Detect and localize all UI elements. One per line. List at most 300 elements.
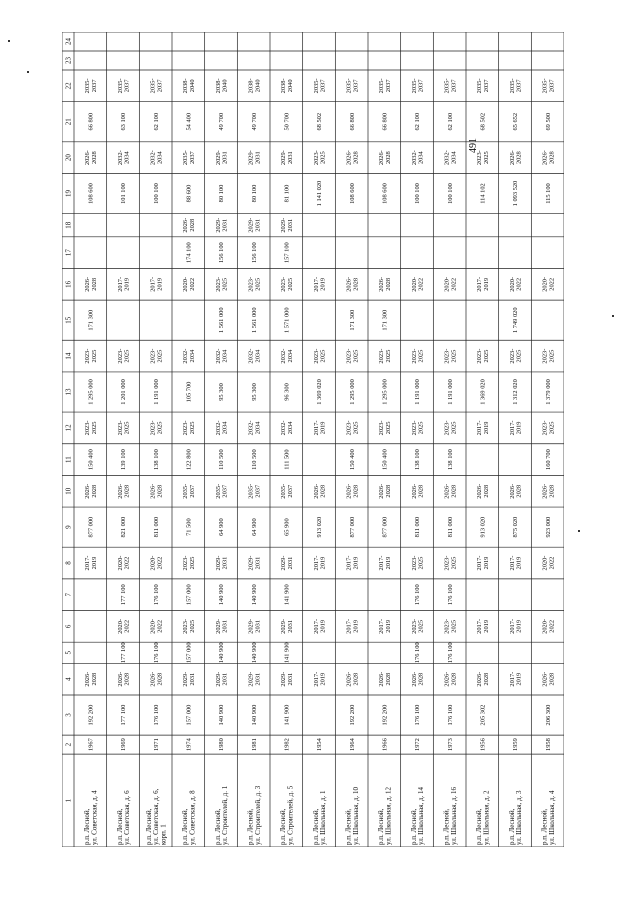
table-cell: 2032-2034 [214,348,229,364]
table-cell: 1958 [544,738,552,751]
table-cell: 2023-2025 [410,555,425,571]
address-cell: р.п. Лесной,ул. Школьная, д. 10 [344,786,360,845]
table-cell: 138 100 [152,449,160,470]
table-cell: 1 191 000 [414,379,422,405]
table-cell: 1 201 000 [120,379,128,405]
table-cell: 2026-2028 [116,671,131,687]
table-cell: 2017-2019 [476,618,490,634]
table-cell: 2020-2022 [541,555,556,571]
table-cell: 2017-2019 [345,618,360,634]
table-cell: 2026-2028 [149,671,164,687]
column-number-6: 6 [64,624,73,629]
table-cell: 81 100 [283,184,291,203]
table-cell: 2038-2040 [182,78,196,94]
table-cell: 2032-2034 [247,348,262,364]
table-cell: 2017-2019 [378,555,392,571]
table-cell: 2026-2028 [476,671,490,687]
table-cell: 2029-2031 [280,671,294,687]
table-cell: 69 500 [544,112,552,131]
address-cell: р.п. Лесной,ул. Школьная, д. 16 [442,786,458,845]
table-cell: 49 700 [218,112,226,131]
table-cell: 2023-2025 [410,618,425,634]
address-cell: р.п. Лесной,ул. Советская, д. 6 [115,790,132,845]
table-cell: 140 900 [250,704,258,726]
table-cell: 2020-2022 [410,276,425,292]
table-cell: 150 400 [348,449,356,470]
table-cell: 65 900 [283,518,291,536]
table-cell: 2029-2031 [214,555,229,571]
table-cell: 2023-2025 [149,420,164,436]
table-cell: 2017-2019 [508,555,523,571]
table-cell: 2029-2031 [280,618,294,634]
table-cell: 913 020 [479,516,487,538]
table-cell: 192 200 [87,704,95,726]
table-cell: 2026-2028 [410,671,425,687]
table-cell: 2029-2031 [247,150,262,166]
column-number-5: 5 [64,651,73,655]
table-cell: 66 800 [348,112,356,131]
table-cell: 157 000 [185,642,193,664]
table-cell: 68 502 [316,112,324,131]
table-cell: 138 100 [414,449,422,470]
table-cell: 2026-2028 [378,276,392,292]
table-cell: 2026-2028 [508,150,523,166]
table-cell: 2026-2028 [541,150,556,166]
table-cell: 115 100 [544,183,552,204]
table-cell: 2020-2022 [149,555,164,571]
table-cell: 114 102 [479,183,487,204]
table-cell: 2020-2022 [541,276,556,292]
table-cell: 140 900 [218,704,226,726]
column-number-20: 20 [64,154,73,162]
table-cell: 96 300 [283,383,291,401]
table-cell: 110 500 [250,449,258,470]
table-cell: 2023-2025 [508,348,523,364]
table-cell: 54 400 [185,112,193,131]
address-cell: р.п. Лесной,ул. Школьная, д. 12 [377,786,393,845]
table-cell: 176 100 [414,584,422,606]
table-cell: 2017-2019 [508,671,523,687]
table-cell: 2017-2019 [312,420,327,436]
table-cell: 176 100 [152,584,160,606]
table-cell: 2023-2025 [84,348,98,364]
table-cell: 2029-2031 [214,618,229,634]
scan-speck [578,530,580,532]
table-cell: 1980 [218,738,226,751]
table-cell: 95 300 [218,383,226,401]
table-cell: 2017-2019 [312,671,327,687]
column-number-23: 23 [64,57,73,65]
table-cell: 2035-2037 [476,78,490,94]
table-cell: 2026-2028 [345,483,360,499]
table-cell: 2023-2025 [182,618,196,634]
table-cell: 2032-2034 [116,150,131,166]
table-cell: 1 571 000 [283,307,291,333]
table-cell: 1974 [185,738,193,751]
column-number-1: 1 [64,798,73,803]
table-cell: 177 100 [120,584,128,606]
table-cell: 2029-2031 [280,217,294,233]
table-cell: 140 900 [250,584,258,606]
table-cell: 2032-2034 [182,348,196,364]
address-cell: р.п. Лесной,ул. Советская, д. 6,корп. 1 [144,788,168,845]
table-cell: 110 500 [218,449,226,470]
table-cell: 108 600 [87,183,95,204]
table-cell: 2035-2037 [280,483,294,499]
column-number-18: 18 [64,221,73,229]
table-cell: 2035-2037 [312,78,327,94]
column-number-8: 8 [64,561,73,565]
table-cell: 2026-2028 [345,276,360,292]
table-cell: 811 000 [414,516,422,538]
address-cell: р.п. Лесной,ул. Школьная, д. 4 [540,790,556,845]
table-cell: 171 300 [381,309,389,331]
table-cell: 2023-2025 [443,348,458,364]
table-cell: 2032-2034 [247,420,262,436]
table-cell: 157 000 [185,584,193,606]
table-cell: 206 300 [544,704,552,726]
table-cell: 156 100 [250,242,258,264]
table-cell: 192 200 [348,704,356,726]
table-cell: 875 020 [512,516,520,538]
table-cell: 2026-2028 [312,483,327,499]
table-cell: 2020-2022 [149,618,164,634]
table-cell: 2032-2034 [443,150,458,166]
table-cell: 1959 [512,738,520,751]
table-cell: 2023-2025 [182,420,196,436]
table-cell: 1 561 000 [250,307,258,333]
table-cell: 2017-2019 [378,618,392,634]
table-cell: 2032-2034 [149,150,164,166]
table-cell: 2026-2028 [378,671,392,687]
table-cell: 2023-2025 [84,420,98,436]
table-cell: 1 295 000 [348,379,356,405]
table-cell: 2023-2025 [312,150,327,166]
table-cell: 2035-2037 [214,483,229,499]
table-cell: 140 900 [218,642,226,664]
table-cell: 2026-2028 [443,671,458,687]
column-number-12: 12 [64,424,73,432]
table-cell: 2029-2031 [214,671,229,687]
table-cell: 2026-2028 [84,483,98,499]
table-cell: 1 295 000 [87,379,95,405]
table-cell: 176 100 [414,704,422,726]
table-cell: 1971 [152,738,160,751]
table-cell: 141 900 [283,704,291,726]
address-cell: р.п. Лесной,ул. Строителей, д. 3 [246,785,262,845]
table-cell: 2029-2031 [247,671,262,687]
column-number-21: 21 [64,118,73,126]
table-cell: 1964 [348,738,356,751]
table-cell: 811 000 [152,516,160,538]
table-cell: 140 900 [250,642,258,664]
scan-speck [8,40,10,42]
table-cell: 150 400 [87,449,95,470]
table-cell: 2032-2034 [280,420,294,436]
table-cell: 100 100 [414,183,422,204]
table-cell: 111 500 [283,449,291,470]
table-cell: 2026-2028 [84,276,98,292]
table-cell: 62 100 [414,112,422,131]
table-cell: 2029-2031 [247,555,262,571]
table-cell: 150 400 [381,449,389,470]
table-cell: 50 700 [283,112,291,131]
table-cell: 105 700 [185,381,193,403]
table-cell: 2023-2025 [541,420,556,436]
table-cell: 821 000 [120,516,128,538]
table-cell: 2020-2022 [182,276,196,292]
column-number-13: 13 [64,388,73,396]
table-cell: 2017-2019 [312,276,327,292]
table-cell: 1 295 000 [381,379,389,405]
table-cell: 2017-2019 [345,555,360,571]
table-cell: 176 100 [414,642,422,664]
table-svg [62,32,564,847]
column-number-17: 17 [64,249,73,257]
table-cell: 2035-2037 [149,78,164,94]
table-cell: 2023-2025 [182,555,196,571]
column-number-16: 16 [64,280,73,288]
table-cell: 1 191 000 [446,379,454,405]
table-cell: 2023-2025 [116,420,131,436]
table-cell: 2026-2028 [508,483,523,499]
table-cell: 176 100 [446,704,454,726]
column-number-2: 2 [64,742,73,747]
table-cell: 176 100 [152,704,160,726]
table-cell: 2035-2037 [84,78,98,94]
table-cell: 913 020 [316,516,324,538]
table-cell: 174 100 [185,242,193,264]
table-cell: 1969 [120,738,128,751]
table-cell: 2026-2028 [541,483,556,499]
table-cell: 2035-2037 [378,78,392,94]
address-cell: р.п. Лесной,ул. Советская, д. 8 [181,790,197,845]
address-cell: р.п. Лесной,ул. Школьная, д. 3 [507,790,524,845]
table-cell: 1 369 020 [479,379,487,405]
table-cell: 64 900 [250,518,258,536]
table-cell: 2020-2022 [443,276,458,292]
table-cell: 2038-2040 [280,78,294,94]
table-cell: 2023-2025 [116,348,131,364]
table-cell: 2023-2025 [443,618,458,634]
address-cell: р.п. Лесной,ул. Школьная, д. 1 [311,790,328,845]
table-cell: 176 100 [446,584,454,606]
table-cell: 2026-2028 [378,150,392,166]
table-cell: 1972 [414,738,422,751]
table-cell: 2020-2022 [508,276,523,292]
table-cell: 1 369 020 [316,379,324,405]
table-cell: 2032-2034 [280,348,294,364]
table-cell: 2029-2031 [280,555,294,571]
table-cell: 205 302 [479,704,487,726]
table-cell: 71 500 [185,518,193,536]
table-cell: 176 100 [152,642,160,664]
table-cell: 2023-2025 [443,420,458,436]
table-cell: 2032-2034 [410,150,425,166]
table-cell: 2017-2019 [508,618,523,634]
table-cell: 1967 [87,738,95,751]
table-cell: 2023-2025 [410,420,425,436]
table-cell: 80 100 [218,184,226,203]
table-cell: 2017-2019 [312,555,327,571]
column-number-22: 22 [64,82,73,90]
column-number-10: 10 [64,487,73,495]
table-cell: 63 100 [120,112,128,131]
table-cell: 2029-2031 [280,150,294,166]
table-cell: 1 749 020 [512,307,520,333]
column-number-15: 15 [64,316,73,324]
table-cell: 100 100 [152,183,160,204]
table-cell: 2023-2025 [280,276,294,292]
table-cell: 2026-2028 [476,483,490,499]
table-cell: 141 900 [283,642,291,664]
table-cell: 108 600 [381,183,389,204]
table-cell: 877 000 [348,516,356,538]
table-cell: 2029-2031 [214,150,229,166]
table-cell: 2023-2025 [410,348,425,364]
table-cell: 108 600 [348,183,356,204]
table-cell: 2023-2025 [378,420,392,436]
table-cell: 101 100 [120,183,128,204]
table-cell: 2035-2037 [116,78,131,94]
table-cell: 1 561 000 [218,307,226,333]
table-cell: 2023-2025 [476,150,490,166]
table-cell: 66 800 [381,112,389,131]
address-cell: р.п. Лесной,ул. Советская, д. 4 [83,790,99,845]
table-cell: 2023-2025 [345,420,360,436]
table-cell: 2023-2025 [247,276,262,292]
table-cell: 2035-2037 [508,78,523,94]
table-cell: 811 000 [446,516,454,538]
table-cell: 2023-2025 [378,348,392,364]
table-cell: 2017-2019 [508,420,523,436]
table-cell: 156 100 [218,242,226,264]
table-cell: 2026-2028 [410,483,425,499]
table-cell: 139 100 [120,449,128,470]
table-cell: 2017-2019 [149,276,164,292]
column-number-9: 9 [64,525,73,529]
table-cell: 2032-2034 [214,420,229,436]
table-cell: 2026-2028 [443,483,458,499]
column-number-14: 14 [64,352,73,360]
table-cell: 157 100 [283,242,291,264]
table-cell: 2017-2019 [312,618,327,634]
table-cell: 192 200 [381,704,389,726]
table-cell: 2038-2040 [214,78,229,94]
column-number-24: 24 [64,38,73,46]
table-cell: 2017-2019 [476,555,490,571]
table-grid [62,32,564,847]
table-cell: 2029-2031 [214,217,229,233]
table-cell: 68 502 [479,112,487,131]
table-cell: 176 100 [446,642,454,664]
table-cell: 2017-2019 [116,276,131,292]
table-cell: 138 100 [446,449,454,470]
table-cell: 2035-2037 [410,78,425,94]
table-cell: 2035-2037 [247,483,262,499]
column-number-11: 11 [64,456,73,463]
table-cell: 62 100 [152,112,160,131]
table-cell: 2023-2025 [541,348,556,364]
table-cell: 1 141 020 [316,180,324,207]
table-cell: 923 000 [544,516,552,538]
page-number: 491 [468,138,479,153]
table-cell: 49 700 [250,112,258,131]
scan-speck [612,315,614,317]
table-cell: 1 093 520 [512,180,520,207]
table-cell: 1966 [381,738,389,751]
table-cell: 2023-2025 [345,348,360,364]
table-cell: 95 300 [250,383,258,401]
table-cell: 2026-2028 [345,150,360,166]
table-cell: 2017-2019 [84,555,98,571]
table-cell: 2026-2028 [116,483,131,499]
table-cell: 2023-2025 [443,555,458,571]
table-cell: 2020-2022 [116,618,131,634]
table-cell: 2026-2028 [345,671,360,687]
column-number-3: 3 [64,713,73,717]
table-cell: 2026-2028 [84,150,98,166]
table-cell: 2035-2037 [541,78,556,94]
address-cell: р.п. Лесной,ул. Школьная, д. 14 [409,786,426,845]
table-cell: 157 000 [185,704,193,726]
table-cell: 2026-2028 [84,671,98,687]
table-cell: 2017-2019 [476,420,490,436]
table-cell: 160 700 [544,449,552,470]
table-cell: 1 312 020 [512,379,520,405]
table-cell: 171 300 [87,309,95,331]
table-cell: 2026-2028 [378,483,392,499]
table-cell: 1981 [250,738,258,751]
table-cell: 140 900 [218,584,226,606]
table-cell: 122 800 [185,449,193,470]
table-cell: 2029-2031 [247,618,262,634]
table-cell: 66 800 [87,112,95,131]
address-cell: р.п. Лесной,ул. Строителей, д. 1 [213,785,230,845]
table-cell: 2023-2025 [476,348,490,364]
table-cell: 1954 [316,738,324,751]
table-cell: 2035-2037 [443,78,458,94]
table-cell: 100 100 [446,183,454,204]
housing-repair-table [62,32,564,847]
table-cell: 2020-2022 [541,618,556,634]
table-cell: 177 100 [120,642,128,664]
table-cell: 2035-2037 [182,483,196,499]
table-cell: 171 300 [348,309,356,331]
table-cell: 1973 [446,738,454,751]
table-cell: 1 379 000 [544,379,552,405]
table-cell: 1956 [479,738,487,751]
table-cell: 2035-2037 [182,150,196,166]
table-cell: 2023-2025 [149,348,164,364]
table-cell: 62 100 [446,112,454,131]
table-cell: 2035-2037 [345,78,360,94]
table-cell: 877 000 [87,516,95,538]
table-cell: 2020-2022 [116,555,131,571]
table-cell: 2038-2040 [247,78,262,94]
table-cell: 64 900 [218,518,226,536]
table-cell: 2023-2025 [312,348,327,364]
table-cell: 141 900 [283,584,291,606]
table-cell: 177 100 [120,704,128,726]
table-cell: 2023-2025 [214,276,229,292]
table-cell: 2029-2031 [182,671,196,687]
table-cell: 1982 [283,738,291,751]
table-cell: 2026-2028 [182,217,196,233]
scan-speck [27,71,29,73]
column-number-19: 19 [64,190,73,198]
column-number-7: 7 [64,592,73,597]
